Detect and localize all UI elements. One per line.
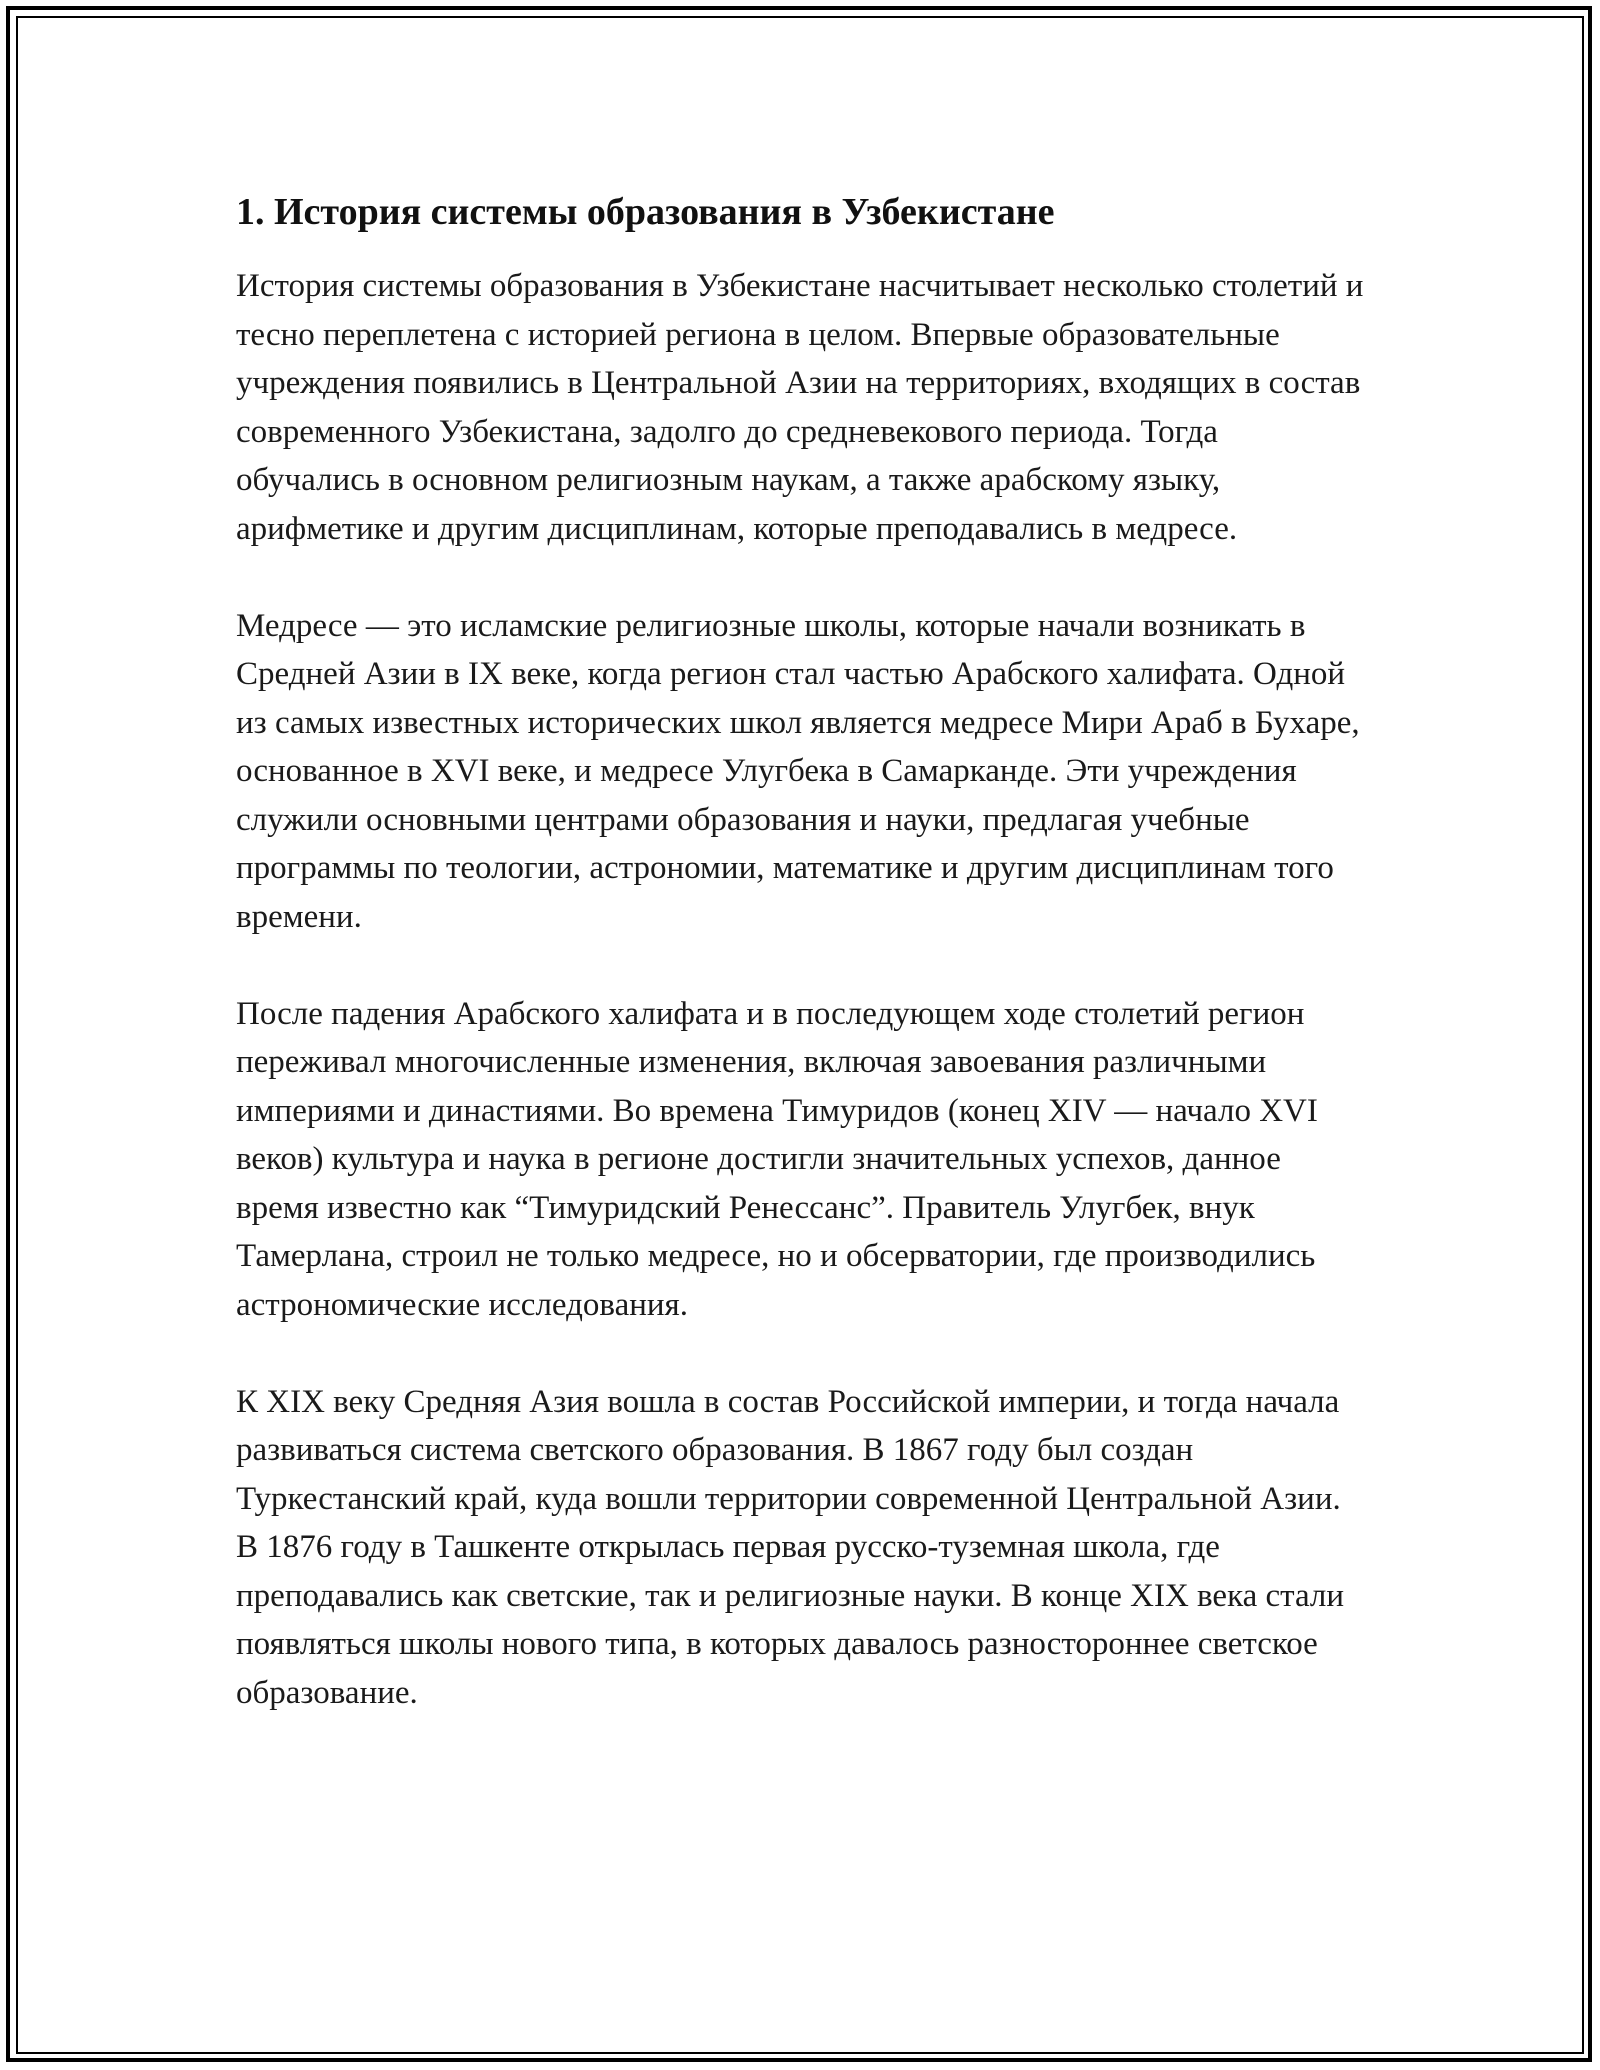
paragraph-1: История системы образования в Узбекистане насчитывает несколько столетий и тесно переплетена с историей региона в целом. Впервые образовательные учреждения появились в Центральной Азии на территориях, входящих в состав современного Узбекистана, задолго до средневекового периода. Тогда обучались в основном религиозным наукам, а также арабскому языку, арифметике и другим дисциплинам, которые преподавались в медресе. <box>236 268 1364 547</box>
document-body <box>236 188 1366 1766</box>
paragraph-3: После падения Арабского халифата и в последующем ходе столетий регион переживал многочисленные изменения, включая завоевания различными империями и династиями. Во времена Тимуридов (конец XIV — начало XVI веков) культура и наука в регионе достигли значительных успехов, данное время известно как “Тимуридский Ренессанс”. Правитель Улугбек, внук Тамерлана, строил не только медресе, но и обсерватории, где производились астрономические исследования. <box>236 995 1318 1323</box>
section-heading: 1. История системы образования в Узбекистане <box>236 191 1055 233</box>
paragraph-4: К XIX веку Средняя Азия вошла в состав Российской империи, и тогда начала развиваться система светского образования. В 1867 году был создан Туркестанский край, куда вошли территории современной Центральной Азии. В 1876 году в Ташкенте открылась первая русско-туземная школа, где преподавались как светские, так и религиозные науки. В конце XIX века стали появляться школы нового типа, в которых давалось разностороннее светское образование. <box>236 1383 1345 1711</box>
paragraph-2: Медресе — это исламские религиозные школы, которые начали возникать в Средней Азии в IX веке, когда регион стал частью Арабского халифата. Одной из самых известных исторических школ является медресе Мири Араб в Бухаре, основанное в XVI веке, и медресе Улугбека в Самарканде. Эти учреждения служили основными центрами образования и науки, предлагая учебные программы по теологии, астрономии, математике и другим дисциплинам того времени. <box>236 607 1360 935</box>
